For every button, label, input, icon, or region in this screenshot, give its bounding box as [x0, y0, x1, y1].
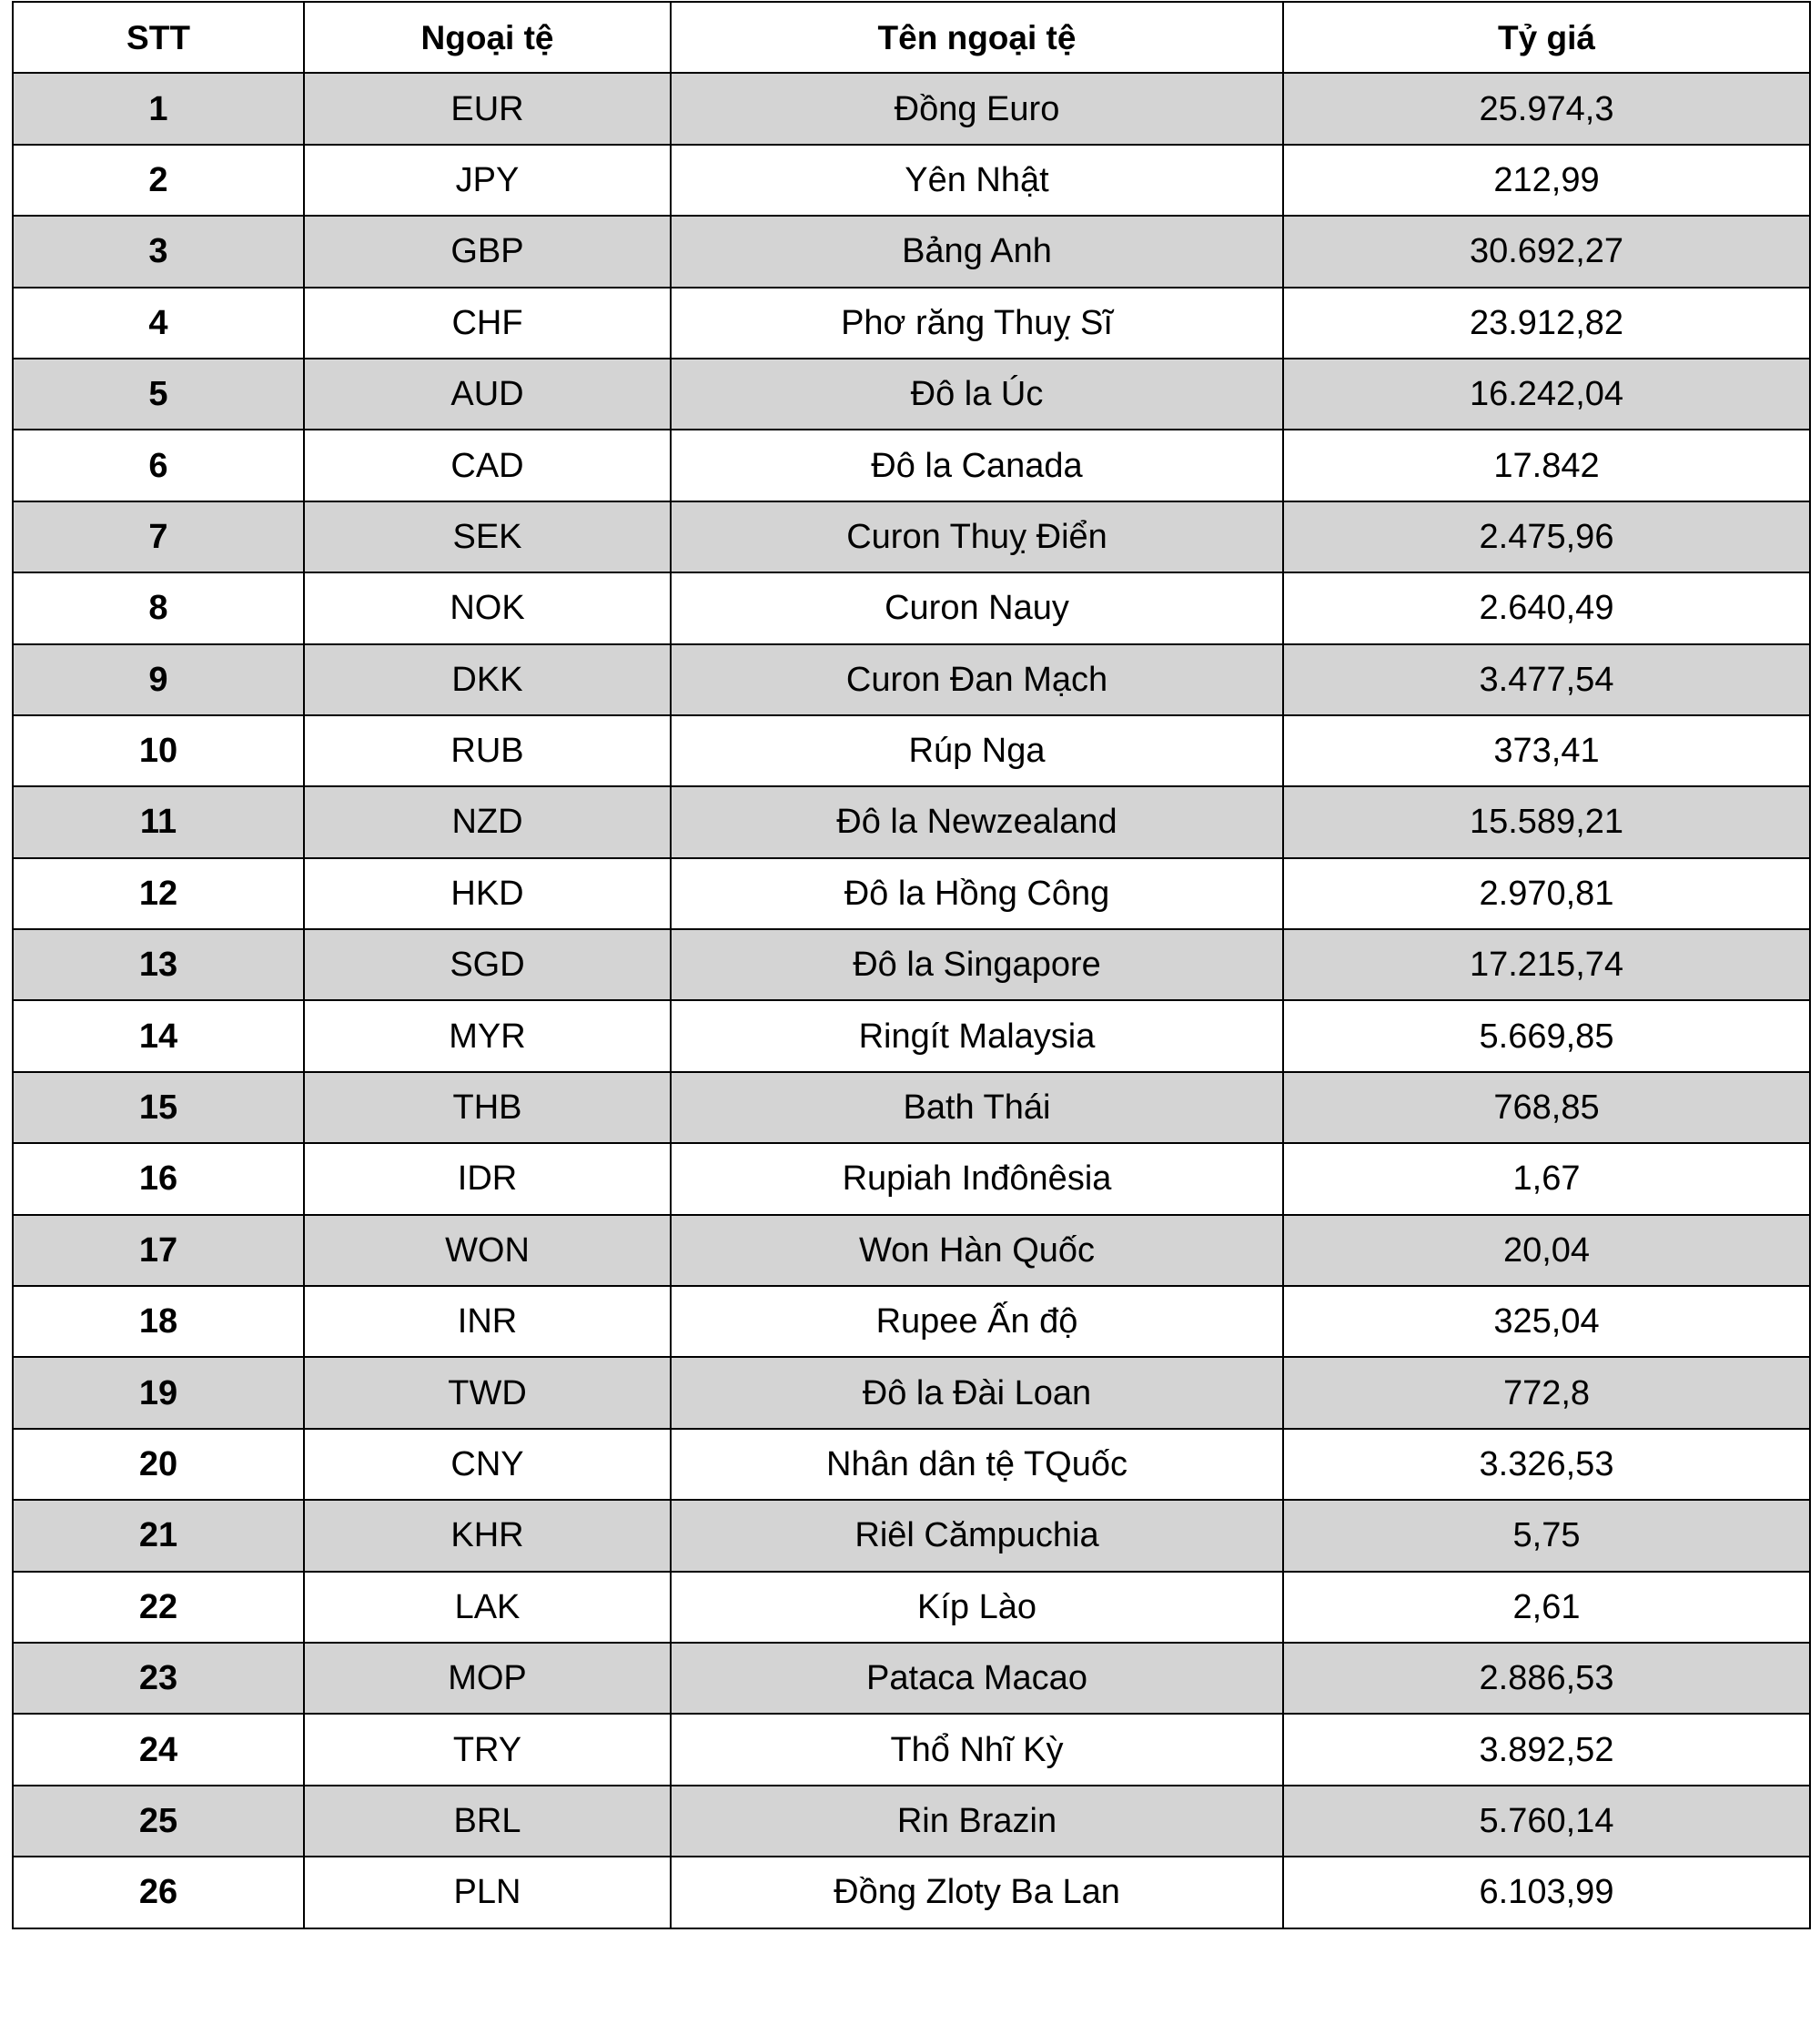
- table-row: [13, 572, 1810, 643]
- cell-currency-name: Curon Nauy: [671, 572, 1283, 643]
- cell-stt: 7: [13, 501, 304, 572]
- table-row: [13, 288, 1810, 359]
- table-body: [13, 73, 1810, 1928]
- cell-currency-name: Ringít Malaysia: [671, 1000, 1283, 1071]
- cell-exchange-rate: 5.669,85: [1283, 1000, 1810, 1071]
- cell-currency-name: Riêl Cămpuchia: [671, 1500, 1283, 1571]
- table-row: [13, 1572, 1810, 1643]
- table-row: [13, 786, 1810, 857]
- cell-stt: 2: [13, 145, 304, 216]
- cell-exchange-rate: 15.589,21: [1283, 786, 1810, 857]
- cell-exchange-rate: 3.326,53: [1283, 1429, 1810, 1500]
- cell-exchange-rate: 1,67: [1283, 1143, 1810, 1214]
- cell-currency-code: CAD: [304, 430, 671, 501]
- cell-currency-code: SEK: [304, 501, 671, 572]
- cell-currency-name: Won Hàn Quốc: [671, 1215, 1283, 1286]
- cell-stt: 10: [13, 715, 304, 786]
- cell-exchange-rate: 16.242,04: [1283, 359, 1810, 430]
- cell-stt: 1: [13, 73, 304, 144]
- cell-exchange-rate: 30.692,27: [1283, 216, 1810, 287]
- table-row: [13, 1500, 1810, 1571]
- cell-exchange-rate: 2.886,53: [1283, 1643, 1810, 1714]
- table-row: [13, 145, 1810, 216]
- table-row: [13, 1643, 1810, 1714]
- cell-currency-name: Bath Thái: [671, 1072, 1283, 1143]
- cell-stt: 16: [13, 1143, 304, 1214]
- cell-currency-name: Curon Đan Mạch: [671, 644, 1283, 715]
- cell-exchange-rate: 20,04: [1283, 1215, 1810, 1286]
- cell-exchange-rate: 2.475,96: [1283, 501, 1810, 572]
- cell-exchange-rate: 2.640,49: [1283, 572, 1810, 643]
- cell-currency-name: Rupiah Inđônêsia: [671, 1143, 1283, 1214]
- cell-exchange-rate: 212,99: [1283, 145, 1810, 216]
- table-row: [13, 1429, 1810, 1500]
- cell-currency-name: Pataca Macao: [671, 1643, 1283, 1714]
- cell-exchange-rate: 17.842: [1283, 430, 1810, 501]
- cell-currency-code: THB: [304, 1072, 671, 1143]
- cell-currency-name: Bảng Anh: [671, 216, 1283, 287]
- cell-stt: 22: [13, 1572, 304, 1643]
- table-row: [13, 644, 1810, 715]
- cell-currency-code: JPY: [304, 145, 671, 216]
- table-row: [13, 1857, 1810, 1928]
- cell-currency-code: NOK: [304, 572, 671, 643]
- cell-currency-name: Đô la Newzealand: [671, 786, 1283, 857]
- cell-currency-code: RUB: [304, 715, 671, 786]
- table-row: [13, 501, 1810, 572]
- cell-currency-name: Đô la Singapore: [671, 929, 1283, 1000]
- cell-currency-name: Đồng Euro: [671, 73, 1283, 144]
- cell-stt: 13: [13, 929, 304, 1000]
- cell-stt: 19: [13, 1357, 304, 1428]
- table-row: [13, 858, 1810, 929]
- cell-currency-code: IDR: [304, 1143, 671, 1214]
- cell-currency-code: AUD: [304, 359, 671, 430]
- cell-exchange-rate: 2.970,81: [1283, 858, 1810, 929]
- cell-currency-code: SGD: [304, 929, 671, 1000]
- cell-exchange-rate: 768,85: [1283, 1072, 1810, 1143]
- cell-currency-code: TRY: [304, 1714, 671, 1785]
- cell-currency-code: NZD: [304, 786, 671, 857]
- table-row: [13, 430, 1810, 501]
- table-header-row: [13, 2, 1810, 73]
- header-exchange-rate: Tỷ giá: [1283, 2, 1810, 73]
- cell-stt: 18: [13, 1286, 304, 1357]
- header-currency-name: Tên ngoại tệ: [671, 2, 1283, 73]
- table-row: [13, 929, 1810, 1000]
- table-row: [13, 1357, 1810, 1428]
- cell-currency-code: BRL: [304, 1786, 671, 1857]
- table-row: [13, 1072, 1810, 1143]
- cell-exchange-rate: 3.477,54: [1283, 644, 1810, 715]
- cell-stt: 25: [13, 1786, 304, 1857]
- cell-exchange-rate: 25.974,3: [1283, 73, 1810, 144]
- cell-currency-code: GBP: [304, 216, 671, 287]
- cell-currency-name: Phơ răng Thuỵ Sĩ: [671, 288, 1283, 359]
- cell-stt: 3: [13, 216, 304, 287]
- table-row: [13, 216, 1810, 287]
- table-row: [13, 359, 1810, 430]
- table-row: [13, 73, 1810, 144]
- cell-stt: 11: [13, 786, 304, 857]
- cell-exchange-rate: 3.892,52: [1283, 1714, 1810, 1785]
- cell-currency-name: Thổ Nhĩ Kỳ: [671, 1714, 1283, 1785]
- cell-currency-code: MOP: [304, 1643, 671, 1714]
- cell-stt: 4: [13, 288, 304, 359]
- cell-stt: 26: [13, 1857, 304, 1928]
- header-stt: STT: [13, 2, 304, 73]
- cell-exchange-rate: 17.215,74: [1283, 929, 1810, 1000]
- cell-stt: 5: [13, 359, 304, 430]
- cell-currency-name: Đồng Zloty Ba Lan: [671, 1857, 1283, 1928]
- cell-currency-code: INR: [304, 1286, 671, 1357]
- cell-stt: 15: [13, 1072, 304, 1143]
- cell-currency-name: Đô la Canada: [671, 430, 1283, 501]
- cell-stt: 14: [13, 1000, 304, 1071]
- cell-stt: 17: [13, 1215, 304, 1286]
- cell-currency-code: WON: [304, 1215, 671, 1286]
- cell-stt: 9: [13, 644, 304, 715]
- cell-stt: 24: [13, 1714, 304, 1785]
- cell-exchange-rate: 5.760,14: [1283, 1786, 1810, 1857]
- cell-currency-name: Curon Thuỵ Điển: [671, 501, 1283, 572]
- cell-currency-code: DKK: [304, 644, 671, 715]
- cell-exchange-rate: 6.103,99: [1283, 1857, 1810, 1928]
- cell-exchange-rate: 5,75: [1283, 1500, 1810, 1571]
- table-row: [13, 715, 1810, 786]
- cell-currency-name: Rin Brazin: [671, 1786, 1283, 1857]
- cell-currency-code: CHF: [304, 288, 671, 359]
- cell-currency-name: Rúp Nga: [671, 715, 1283, 786]
- cell-stt: 20: [13, 1429, 304, 1500]
- table-row: [13, 1786, 1810, 1857]
- cell-stt: 23: [13, 1643, 304, 1714]
- cell-currency-code: TWD: [304, 1357, 671, 1428]
- cell-currency-name: Kíp Lào: [671, 1572, 1283, 1643]
- table-row: [13, 1143, 1810, 1214]
- cell-currency-name: Đô la Hồng Công: [671, 858, 1283, 929]
- cell-currency-name: Nhân dân tệ TQuốc: [671, 1429, 1283, 1500]
- cell-currency-code: PLN: [304, 1857, 671, 1928]
- table-row: [13, 1000, 1810, 1071]
- cell-stt: 8: [13, 572, 304, 643]
- cell-exchange-rate: 373,41: [1283, 715, 1810, 786]
- cell-currency-code: CNY: [304, 1429, 671, 1500]
- cell-exchange-rate: 325,04: [1283, 1286, 1810, 1357]
- cell-currency-name: Yên Nhật: [671, 145, 1283, 216]
- cell-currency-code: LAK: [304, 1572, 671, 1643]
- cell-stt: 12: [13, 858, 304, 929]
- cell-currency-name: Đô la Đài Loan: [671, 1357, 1283, 1428]
- cell-currency-name: Rupee Ấn độ: [671, 1286, 1283, 1357]
- cell-currency-name: Đô la Úc: [671, 359, 1283, 430]
- exchange-rate-table: [12, 1, 1811, 1929]
- header-currency-code: Ngoại tệ: [304, 2, 671, 73]
- table-row: [13, 1215, 1810, 1286]
- cell-exchange-rate: 2,61: [1283, 1572, 1810, 1643]
- cell-currency-code: HKD: [304, 858, 671, 929]
- cell-currency-code: MYR: [304, 1000, 671, 1071]
- cell-stt: 21: [13, 1500, 304, 1571]
- table-row: [13, 1286, 1810, 1357]
- cell-currency-code: KHR: [304, 1500, 671, 1571]
- cell-exchange-rate: 23.912,82: [1283, 288, 1810, 359]
- table-row: [13, 1714, 1810, 1785]
- cell-exchange-rate: 772,8: [1283, 1357, 1810, 1428]
- cell-currency-code: EUR: [304, 73, 671, 144]
- cell-stt: 6: [13, 430, 304, 501]
